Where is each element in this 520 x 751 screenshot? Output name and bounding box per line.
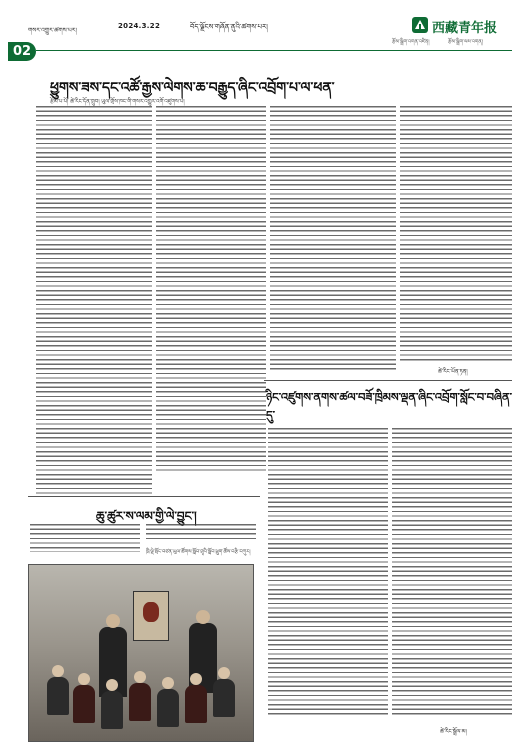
paper-title-tibetan: བོད་ལྗོངས་གཞོན་ནུའི་ཚགས་པར། (190, 23, 268, 31)
right-story-column-1 (268, 428, 388, 718)
lower-story-column-2 (146, 524, 256, 542)
photo-student (101, 691, 123, 729)
photo-student (47, 677, 69, 715)
issue-date: 2024.3.22 (118, 22, 161, 30)
lead-column-3 (270, 106, 396, 372)
paper-logo-icon (412, 17, 428, 33)
photo-caption: ཁྲི་ལྡེ་སྲོང་བཙན་ཡུལ་ཚོགས་སློབ་གྲྭའི་སློབ་ཕྲུག་ཚོས་བརྩི་བཀུར། (146, 549, 251, 555)
lead-author: ཚེ་རིང་ཡོན་ཏན། (438, 369, 468, 375)
photo-student (73, 685, 95, 723)
right-story-column-2 (392, 428, 512, 718)
lower-story-top-rule (28, 496, 260, 497)
page-number-badge: 02 (8, 42, 36, 61)
lead-column-2 (156, 106, 266, 474)
lower-story-column-1 (30, 524, 140, 552)
editor-role-label: རྩོམ་སྒྲིག་ལས་འགན། (448, 39, 483, 45)
right-story-headline: ཉིང་འཛུགས་ནགས་ཚལ་བཟོ་ཁྲིམས་ལྡན་ཞིང་འབྲོག་སློང་བ་བཞིན་དུ་ (266, 390, 513, 422)
photo-student (185, 685, 207, 723)
lead-column-4 (400, 106, 512, 362)
photo-student (157, 689, 179, 727)
students-saluting-photo (28, 564, 254, 742)
editor-label: རྩོམ་སྒྲིག་འགན་འཛིན། (392, 39, 430, 45)
section-label: གསར་འགྱུར་ཚགས་པར། (28, 27, 77, 34)
paper-brand: 西藏青年报 (432, 21, 498, 36)
lead-headline: ཕྱུགས་ཟས་དང་འཚོ་རྒྱས་ལེགས་ཆ་བརྒྱུད་ཞིང་འབྲོག་པ་ལ་ཕན་ (50, 80, 335, 96)
lead-byline: རྩོམ་པ་པོ། ཚེ་རིང་དོན་གྲུབ། ཡུལ་གྲོས་ཁང་གི་གསར་འགྱུར་འགོ་འཛུགས་པ། (50, 99, 185, 105)
right-story-top-rule (264, 380, 512, 381)
lower-story-headline: ཆུ་ཚུར་ས་ལམ་གྱི་ལེ་བྱུང་། (96, 509, 197, 523)
lead-column-1 (36, 106, 152, 496)
photo-student (129, 683, 151, 721)
header-divider (36, 50, 512, 51)
photo-poster (133, 591, 169, 641)
right-story-author: ཚེ་རིང་སྒྲོལ་མ། (440, 729, 467, 735)
photo-student (213, 679, 235, 717)
